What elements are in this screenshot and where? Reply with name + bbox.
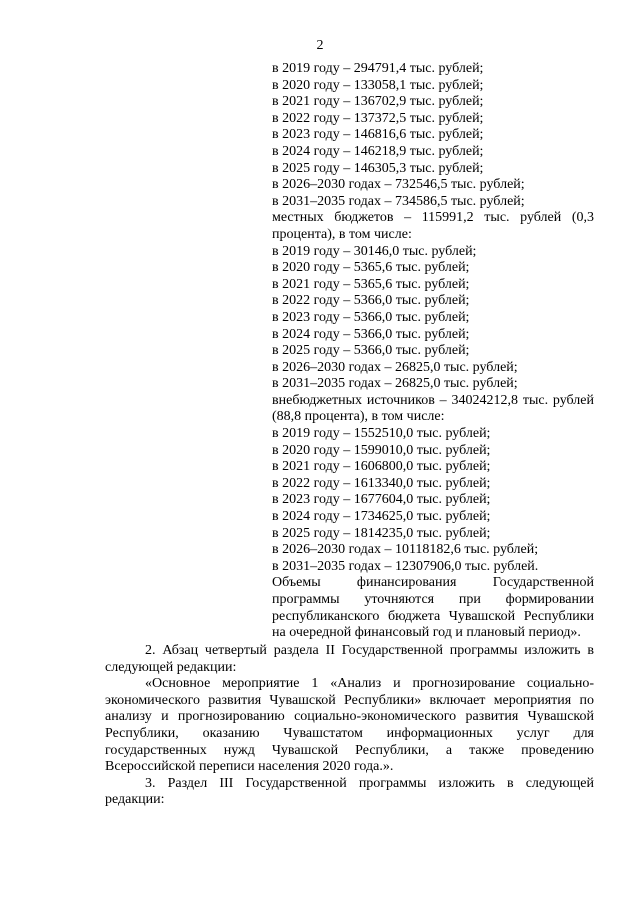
financing-column <box>272 61 594 642</box>
republic-year-2024: в 2024 году – 146218,9 тыс. рублей; <box>272 143 484 159</box>
item-2-quote: «Основное мероприятие 1 «Анализ и прогнозирование социально-экономического развития Чувашской Республики» включает мероприятия по анализу и прогнозированию социально-экономического развития Чувашской Республики, оказанию Чувашстатом информационных услуг для государственных нужд Чувашской Республики, а также проведению Всероссийской переписи населения 2020 года.». <box>105 676 594 775</box>
local-year-2024: в 2024 году – 5366,0 тыс. рублей; <box>272 326 470 342</box>
extrabudget-years-2026-2030: в 2026–2030 годах – 10118182,6 тыс. рублей; <box>272 542 539 558</box>
local-years-2026-2030: в 2026–2030 годах – 26825,0 тыс. рублей; <box>272 359 518 375</box>
republic-year-2023: в 2023 году – 146816,6 тыс. рублей; <box>272 127 484 143</box>
extrabudget-year-2021: в 2021 году – 1606800,0 тыс. рублей; <box>272 459 491 475</box>
republic-year-2022: в 2022 году – 137372,5 тыс. рублей; <box>272 110 484 126</box>
local-budgets-intro: местных бюджетов – 115991,2 тыс. рублей (0,3 процента), в том числе: <box>272 210 594 242</box>
local-year-2019: в 2019 году – 30146,0 тыс. рублей; <box>272 243 477 259</box>
local-year-2020: в 2020 году – 5365,6 тыс. рублей; <box>272 260 470 276</box>
extrabudget-intro: внебюджетных источников – 34024212,8 тыс. рублей (88,8 процента), в том числе: <box>272 392 594 425</box>
republic-years-2031-2035: в 2031–2035 годах – 734586,5 тыс. рублей; <box>272 193 525 209</box>
republic-year-2020: в 2020 году – 133058,1 тыс. рублей; <box>272 77 484 93</box>
local-year-2023: в 2023 году – 5366,0 тыс. рублей; <box>272 309 470 325</box>
extrabudget-year-2022: в 2022 году – 1613340,0 тыс. рублей; <box>272 475 491 491</box>
local-year-2021: в 2021 году – 5365,6 тыс. рублей; <box>272 276 470 292</box>
republic-year-2021: в 2021 году – 136702,9 тыс. рублей; <box>272 94 484 110</box>
local-years-2031-2035: в 2031–2035 годах – 26825,0 тыс. рублей; <box>272 376 518 392</box>
local-year-2022: в 2022 году – 5366,0 тыс. рублей; <box>272 293 470 309</box>
extrabudget-year-2020: в 2020 году – 1599010,0 тыс. рублей; <box>272 442 491 458</box>
item-2: 2. Абзац четвертый раздела II Государственной программы изложить в следующей редакции: <box>105 643 594 675</box>
page-number: 2 <box>316 38 324 53</box>
republic-year-2025: в 2025 году – 146305,3 тыс. рублей; <box>272 160 484 176</box>
extrabudget-year-2024: в 2024 году – 1734625,0 тыс. рублей; <box>272 509 491 525</box>
republic-years-2026-2030: в 2026–2030 годах – 732546,5 тыс. рублей; <box>272 177 525 193</box>
republic-year-2019: в 2019 году – 294791,4 тыс. рублей; <box>272 61 484 76</box>
extrabudget-year-2023: в 2023 году – 1677604,0 тыс. рублей; <box>272 492 491 508</box>
item-3: 3. Раздел III Государственной программы изложить в следующей редакции: <box>105 775 594 808</box>
local-year-2025: в 2025 году – 5366,0 тыс. рублей; <box>272 343 470 359</box>
extrabudget-year-2025: в 2025 году – 1814235,0 тыс. рублей; <box>272 525 491 541</box>
amendments-section <box>105 643 594 809</box>
extrabudget-years-2031-2035: в 2031–2035 годах – 12307906,0 тыс. рублей. <box>272 558 539 574</box>
extrabudget-year-2019: в 2019 году – 1552510,0 тыс. рублей; <box>272 426 491 442</box>
financing-note: Объемы финансирования Государственной программы уточняются при формировании республиканского бюджета Чувашской Республики на очередной финансовый год и плановый период». <box>272 575 594 641</box>
